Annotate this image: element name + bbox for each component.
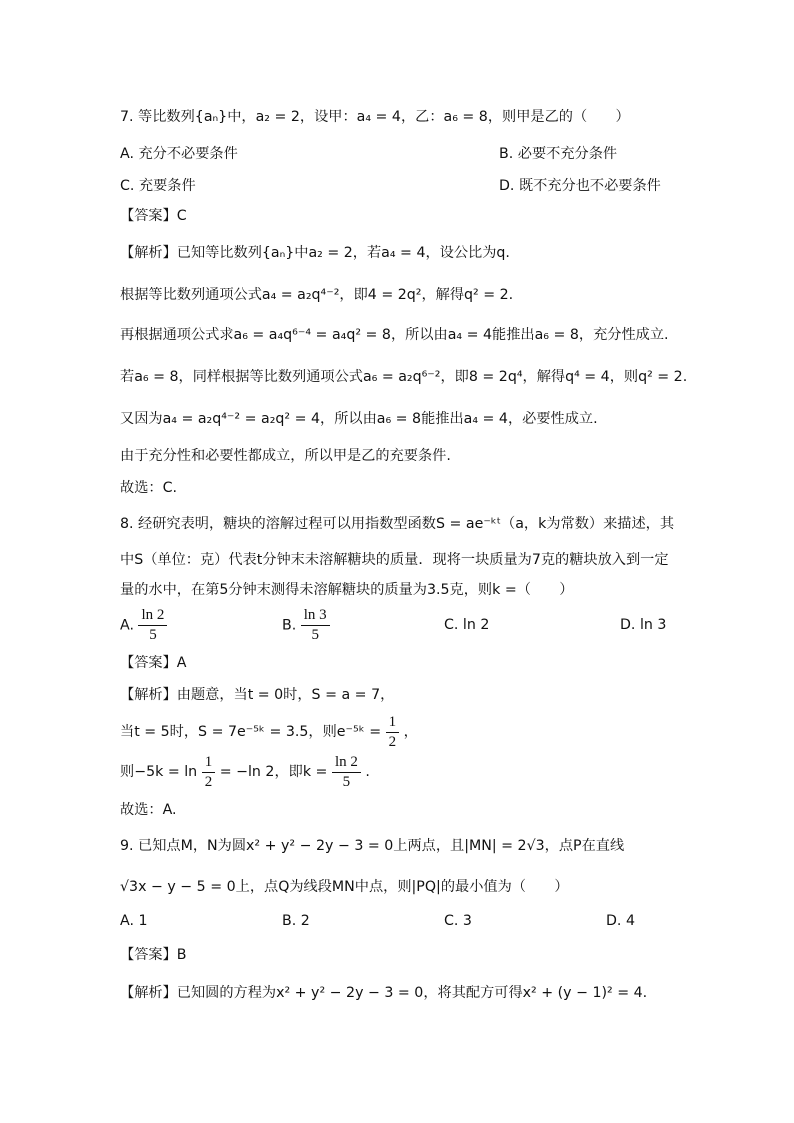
q8-option-a-fraction: [138, 606, 167, 645]
q8-analysis-line: 【解析】由题意，当t = 0时，S = a = 7，: [120, 687, 395, 703]
fraction-denominator: 5: [149, 627, 157, 643]
fraction-denominator: 2: [204, 773, 213, 790]
q7-analysis-line: 故选：C.: [120, 480, 177, 496]
q8-stem-line: 中S（单位：克）代表t分钟末未溶解糖块的质量．现将一块质量为7克的糖块放入到一定: [120, 552, 669, 568]
fraction-numerator: ln 2: [138, 606, 167, 626]
q9-analysis-line: 【解析】已知圆的方程为x² + y² − 2y − 3 = 0，将其配方可得x² + (y − 1)² = 4.: [120, 985, 648, 1001]
fraction-denominator: 2: [388, 733, 397, 750]
fraction-denominator: 5: [311, 627, 319, 643]
q7-answer: 【答案】C: [120, 208, 187, 224]
q8-stem-line: 量的水中，在第5分钟末测得未溶解糖块的质量为3.5克，则k =（ ）: [120, 582, 574, 598]
q8-option-c: C. ln 2: [444, 617, 490, 633]
fraction-denominator: 5: [342, 773, 351, 790]
q9-stem-line: √3x − y − 5 = 0上，点Q为线段MN中点，则|PQ|的最小值为（ ）: [120, 879, 569, 895]
q7-analysis-line: 又因为a₄ = a₂q⁴⁻² = a₂q² = 4，所以由a₆ = 8能推出a₄ = 4，必要性成立.: [120, 411, 598, 427]
q8-option-b-label: B.: [282, 617, 297, 634]
q8-analysis-text: = −ln 2，即k =: [219, 764, 328, 780]
q8-analysis-text: 则−5k = ln: [120, 764, 198, 780]
q8-analysis-line: [120, 712, 684, 752]
fraction-numerator: 1: [386, 713, 400, 733]
q8-option-d: D. ln 3: [620, 617, 667, 633]
q9-option-a: A. 1: [120, 913, 148, 929]
q7-option-a: A. 充分不必要条件: [120, 146, 238, 162]
q9-option-b: B. 2: [282, 913, 310, 929]
q7-analysis-line: 【解析】已知等比数列{aₙ}中a₂ = 2，若a₄ = 4，设公比为q.: [120, 245, 510, 261]
q7-analysis-line: 再根据通项公式求a₆ = a₄q⁶⁻⁴ = a₄q² = 8，所以由a₄ = 4能推出a₆ = 8，充分性成立.: [120, 327, 669, 343]
q7-option-c: C. 充要条件: [120, 178, 196, 194]
q7-option-b: B. 必要不充分条件: [499, 146, 618, 162]
q8-option-b-fraction: [301, 606, 330, 645]
q7-analysis-line: 由于充分性和必要性都成立，所以甲是乙的充要条件.: [120, 448, 451, 464]
fraction-numerator: ln 2: [332, 753, 361, 773]
q8-analysis-line: [120, 752, 684, 792]
q8-analysis-line: 故选：A.: [120, 802, 177, 818]
q8-option-a: [120, 606, 167, 645]
q8-option-b: [282, 606, 330, 645]
q9-answer: 【答案】B: [120, 947, 187, 963]
q8-stem-line: 8. 经研究表明，糖块的溶解过程可以用指数型函数S = ae⁻ᵏᵗ（a，k为常数）来描述，其: [120, 516, 675, 532]
q9-stem-line: 9. 已知点M，N为圆x² + y² − 2y − 3 = 0上两点，且|MN| = 2√3，点P在直线: [120, 838, 625, 854]
fraction-numerator: 1: [202, 753, 216, 773]
q7-stem: 7. 等比数列{aₙ}中，a₂ = 2，设甲：a₄ = 4，乙：a₆ = 8，则甲是乙的（ ）: [120, 109, 630, 125]
q8-option-a-label: A.: [120, 617, 134, 634]
q8-analysis-text: 当t = 5时，S = 7e⁻⁵ᵏ = 3.5，则e⁻⁵ᵏ =: [120, 724, 382, 740]
q8-analysis-fraction: [202, 753, 216, 792]
q8-analysis-fraction: [386, 713, 400, 752]
q7-option-d: D. 既不充分也不必要条件: [499, 178, 661, 194]
q7-analysis-line: 根据等比数列通项公式a₄ = a₂q⁴⁻²，即4 = 2q²，解得q² = 2.: [120, 287, 514, 303]
q8-analysis-text: ，: [403, 724, 418, 740]
fraction-numerator: ln 3: [301, 606, 330, 626]
q9-option-c: C. 3: [444, 913, 472, 929]
q7-analysis-line: 若a₆ = 8，同样根据等比数列通项公式a₆ = a₂q⁶⁻²，即8 = 2q⁴，解得q⁴ = 4，则q² = 2.: [120, 369, 688, 385]
q8-answer: 【答案】A: [120, 655, 187, 671]
q8-analysis-fraction: [332, 753, 361, 792]
q9-option-d: D. 4: [606, 913, 635, 929]
q8-analysis-text: .: [365, 764, 370, 780]
